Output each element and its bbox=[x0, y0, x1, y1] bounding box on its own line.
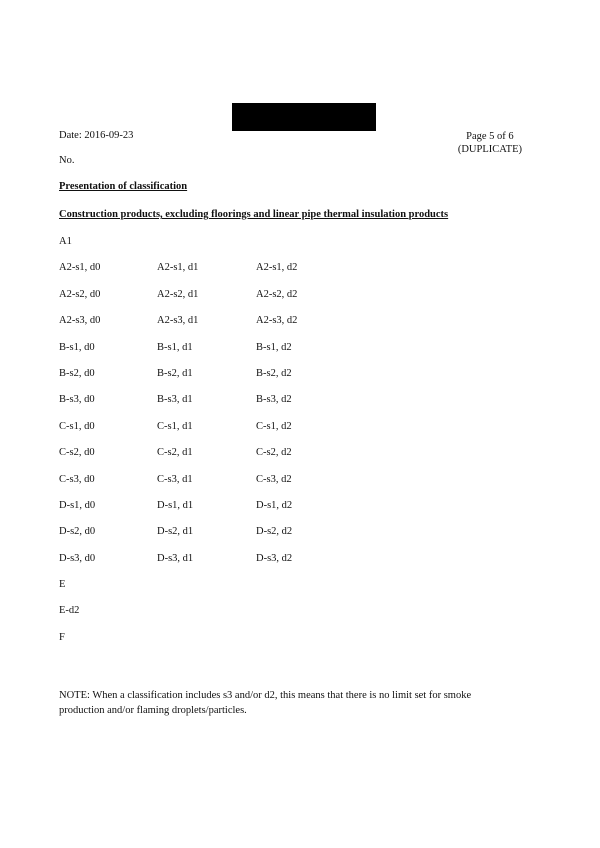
duplicate-label: (DUPLICATE) bbox=[457, 144, 522, 155]
classification-cell: D-s1, d2 bbox=[256, 499, 293, 511]
classification-cell: B-s3, d2 bbox=[256, 394, 292, 406]
classification-cell: C-s1, d0 bbox=[59, 420, 95, 432]
classification-cell: D-s1, d0 bbox=[59, 499, 96, 511]
classification-cell: A2-s2, d0 bbox=[59, 288, 101, 300]
classification-cell: C-s2, d1 bbox=[157, 447, 193, 459]
classification-cell: C-s3, d2 bbox=[256, 473, 292, 485]
classification-note: NOTE: When a classification includes s3 and/or d2, this means that there is no limit set for smoke production and/or flaming droplets/particles. bbox=[59, 690, 472, 716]
classification-cell: D-s1, d1 bbox=[157, 499, 194, 511]
document-number: No. bbox=[59, 155, 75, 166]
presentation-heading: Presentation of classification bbox=[59, 181, 188, 192]
classification-cell: D-s2, d0 bbox=[59, 526, 96, 538]
classification-cell: C-s3, d1 bbox=[157, 473, 193, 485]
classification-cell: C-s3, d0 bbox=[59, 473, 95, 485]
classification-cell: D-s3, d2 bbox=[256, 552, 293, 564]
construction-products-heading: Construction products, excluding floorings and linear pipe thermal insulation products bbox=[59, 209, 449, 220]
classification-cell: C-s2, d0 bbox=[59, 447, 95, 459]
classification-cell: A2-s1, d1 bbox=[157, 262, 199, 274]
classification-cell: B-s2, d1 bbox=[157, 367, 193, 379]
redaction-block bbox=[232, 103, 376, 131]
classification-cell: A2-s3, d1 bbox=[157, 315, 199, 327]
classification-cell: D-s2, d2 bbox=[256, 526, 293, 538]
classification-cell: A1 bbox=[59, 236, 72, 247]
classification-cell: B-s1, d0 bbox=[59, 341, 95, 353]
classification-cell: C-s1, d1 bbox=[157, 420, 193, 432]
page-number: Page 5 of 6 bbox=[466, 131, 514, 142]
classification-cell: C-s2, d2 bbox=[256, 447, 292, 459]
classification-cell: A2-s2, d2 bbox=[256, 288, 298, 300]
classification-cell: B-s3, d0 bbox=[59, 394, 95, 406]
classification-cell: D-s2, d1 bbox=[157, 526, 194, 538]
classification-cell: D-s3, d1 bbox=[157, 552, 194, 564]
classification-cell: A2-s1, d2 bbox=[256, 262, 298, 274]
classification-cell: F bbox=[59, 631, 65, 643]
page-info bbox=[458, 130, 522, 156]
classification-cell: B-s1, d1 bbox=[157, 341, 193, 353]
document-date: Date: 2016-09-23 bbox=[59, 130, 134, 141]
classification-cell: E-d2 bbox=[59, 605, 80, 617]
classification-cell: C-s1, d2 bbox=[256, 420, 292, 432]
classification-cell: B-s1, d2 bbox=[256, 341, 292, 353]
classification-cell: A2-s3, d2 bbox=[256, 315, 298, 327]
classification-cell: A2-s2, d1 bbox=[157, 288, 199, 300]
classification-cell: E bbox=[59, 579, 66, 591]
classification-cell: B-s2, d0 bbox=[59, 367, 95, 379]
classification-cell: A2-s1, d0 bbox=[59, 262, 101, 274]
classification-cell: D-s3, d0 bbox=[59, 552, 96, 564]
classification-cell: A2-s3, d0 bbox=[59, 315, 101, 327]
classification-cell: B-s3, d1 bbox=[157, 394, 193, 406]
classification-cell: B-s2, d2 bbox=[256, 367, 292, 379]
